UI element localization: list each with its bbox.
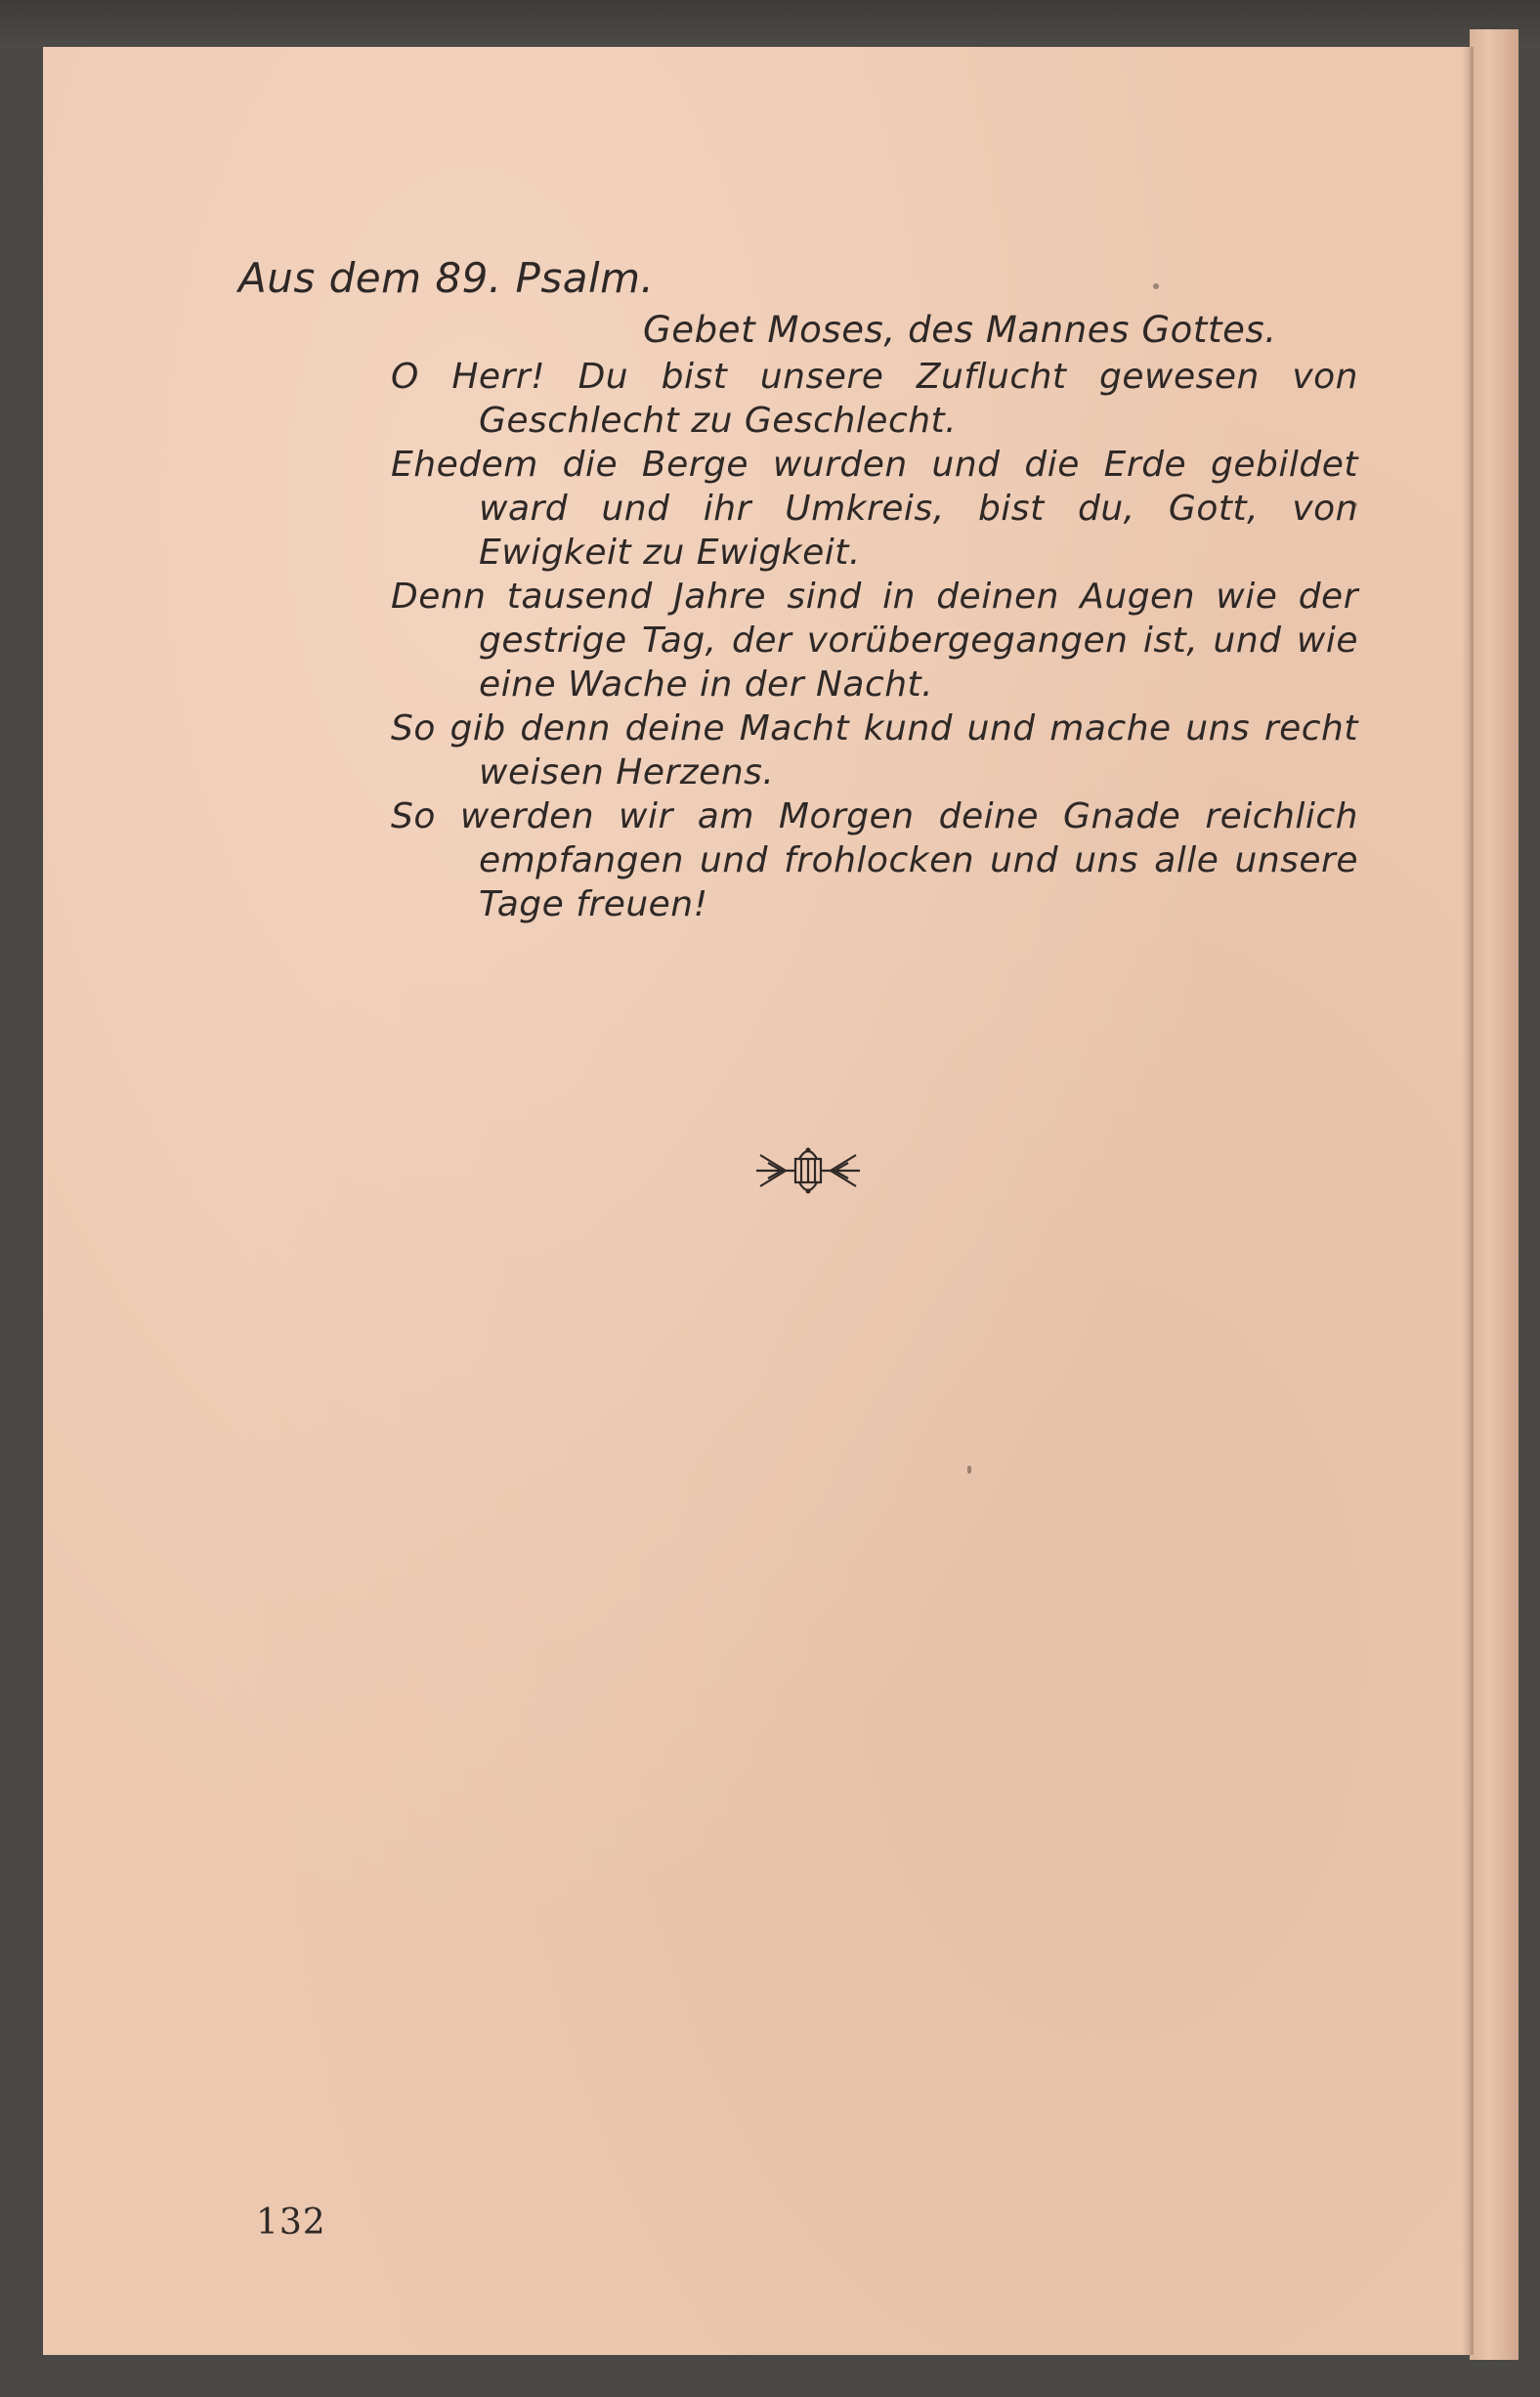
page-shadow xyxy=(1462,47,1474,2355)
page-title: Aus dem 89. Psalm. xyxy=(238,254,655,302)
page-content xyxy=(43,47,1470,2355)
verse-3: Denn tausend Jahre sind in deinen Augen wie der gestrige Tag, der vorübergegangen ist, und wie eine Wache in der Nacht. xyxy=(391,577,1358,705)
scan-background-top xyxy=(0,0,1540,49)
paper-speck xyxy=(1352,502,1357,507)
page-subtitle: Gebet Moses, des Mannes Gottes. xyxy=(643,309,1277,351)
paper-speck xyxy=(1153,283,1159,289)
verse-2: Ehedem die Berge wurden und die Erde gebildet ward und ihr Umkreis, bist du, Gott, von Ewigkeit zu Ewigkeit. xyxy=(391,445,1358,573)
ornament-icon xyxy=(756,1141,860,1200)
psalm-verses xyxy=(391,355,1358,926)
verse-4: So gib denn deine Macht kund und mache uns recht weisen Herzens. xyxy=(391,708,1358,792)
verse-1: O Herr! Du bist unsere Zuflucht gewesen von Geschlecht zu Geschlecht. xyxy=(391,357,1358,441)
verse-5: So werden wir am Morgen deine Gnade reichlich empfangen und frohlocken und uns alle unsere Tage freuen! xyxy=(391,796,1358,924)
book-page xyxy=(43,47,1470,2355)
page-number: 132 xyxy=(256,2203,326,2243)
paper-speck xyxy=(967,1466,971,1474)
ornament-graphic xyxy=(756,1141,860,1200)
page-edge-stack xyxy=(1470,29,1519,2360)
